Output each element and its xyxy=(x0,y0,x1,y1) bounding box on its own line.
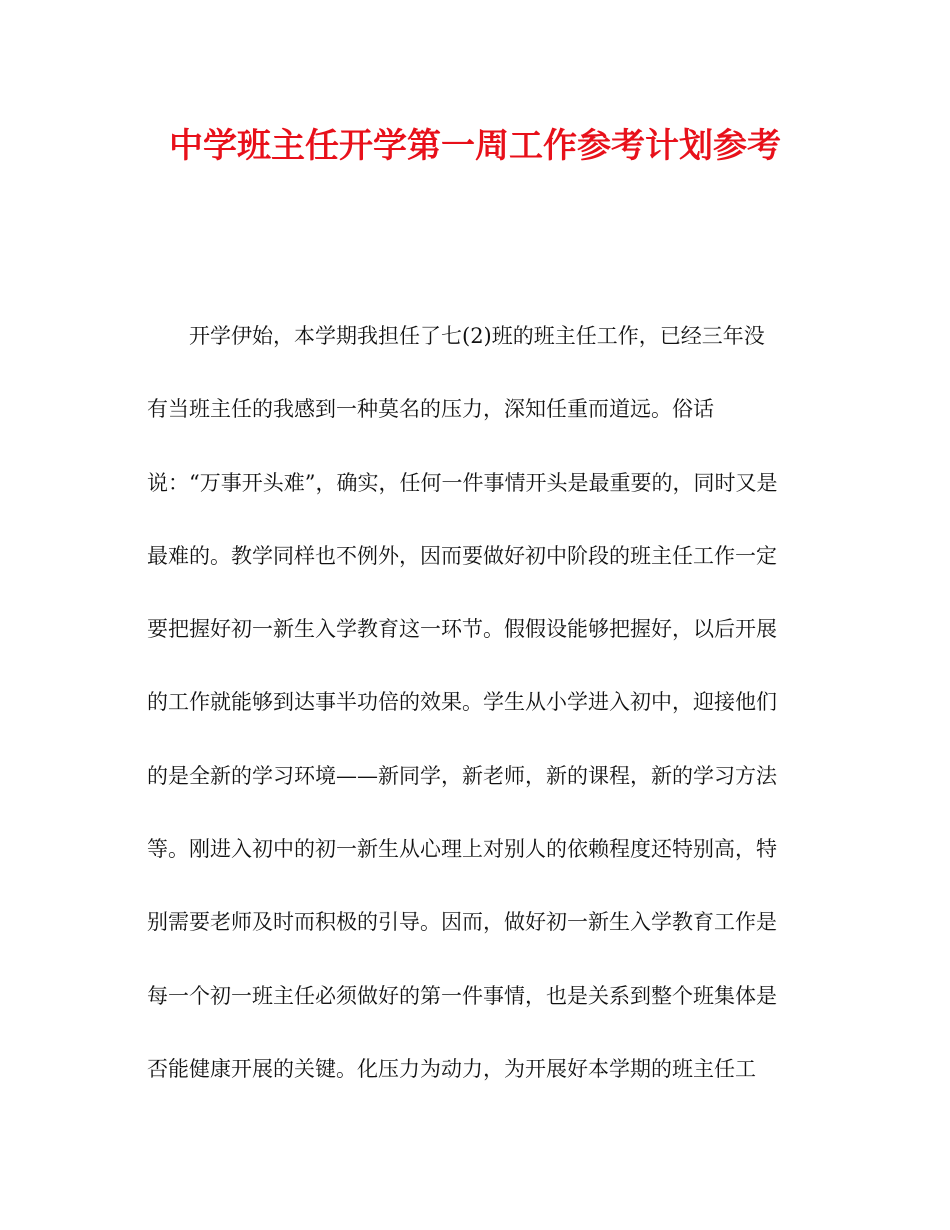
paragraph-line: 说：“万事开头难”，确实，任何一件事情开头是最重要的，同时又是 xyxy=(147,470,778,495)
paragraph-line: 否能健康开展的关键。化压力为动力，为开展好本学期的班主任工 xyxy=(147,1056,756,1081)
paragraph-line: 别需要老师及时而积极的引导。因而，做好初一新生入学教育工作是 xyxy=(147,910,777,935)
paragraph-line: 最难的。教学同样也不例外，因而要做好初中阶段的班主任工作一定 xyxy=(147,543,777,568)
document-title: 中学班主任开学第一周工作参考计划参考 xyxy=(169,126,781,166)
paragraph-line: 的是全新的学习环境——新同学，新老师，新的课程，新的学习方法 xyxy=(147,763,777,788)
document-body xyxy=(147,316,807,1122)
paragraph-line: 有当班主任的我感到一种莫名的压力，深知任重而道远。俗话 xyxy=(147,397,714,422)
paragraph-line: 等。刚进入初中的初一新生从心理上对别人的依赖程度还特别高，特 xyxy=(147,837,777,862)
paragraph-line: 每一个初一班主任必须做好的第一件事情，也是关系到整个班集体是 xyxy=(147,983,777,1008)
paragraph-line: 的工作就能够到达事半功倍的效果。学生从小学进入初中，迎接他们 xyxy=(147,690,777,715)
paragraph-line: 开学伊始，本学期我担任了七(2)班的班主任工作，已经三年没 xyxy=(189,324,765,348)
paragraph-line: 要把握好初一新生入学教育这一环节。假假设能够把握好，以后开展 xyxy=(147,617,777,642)
